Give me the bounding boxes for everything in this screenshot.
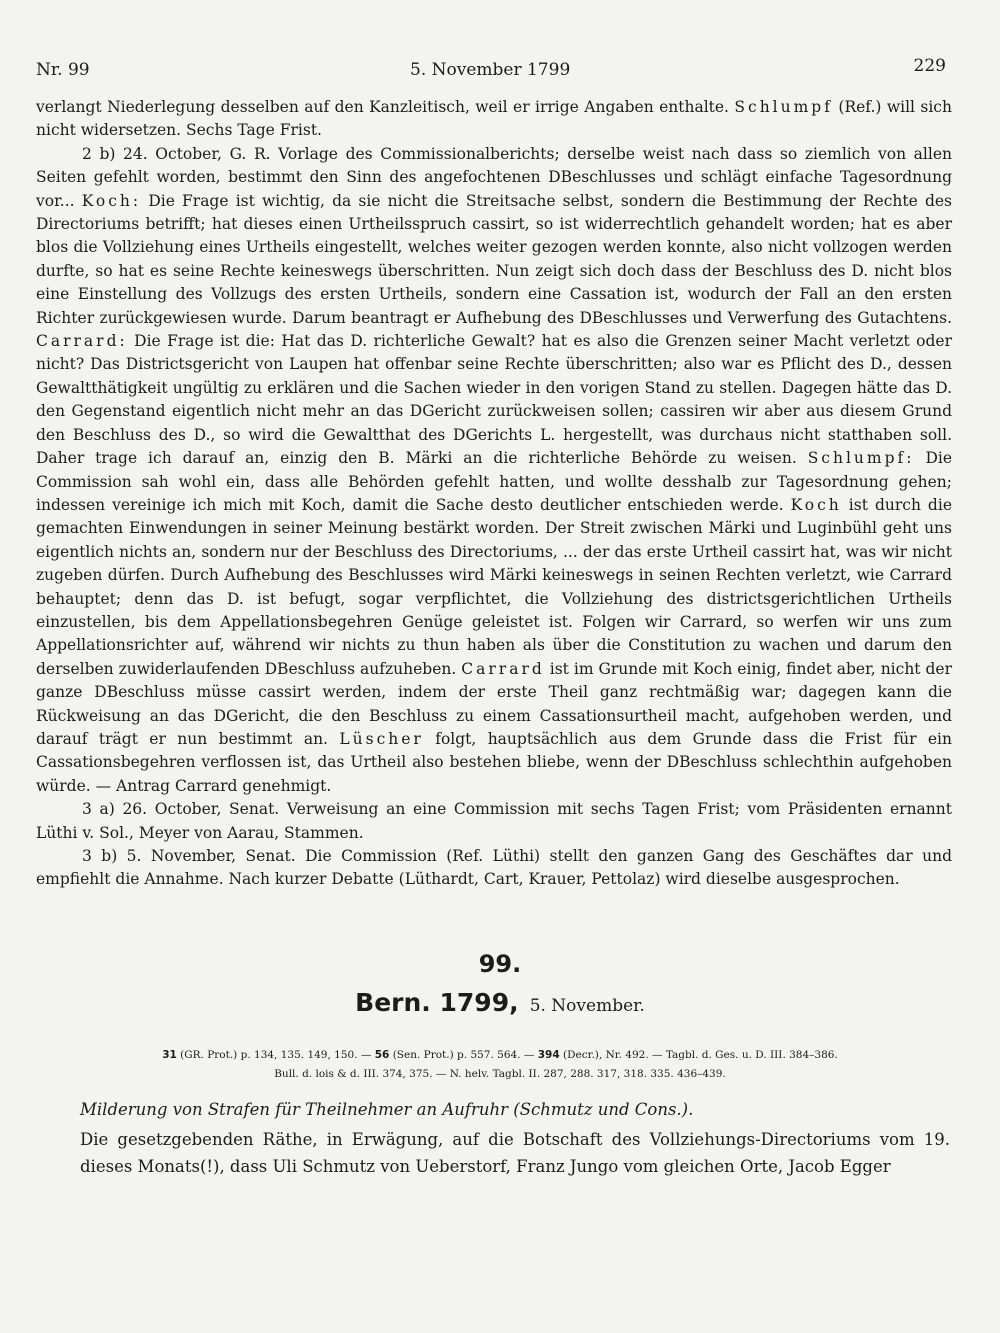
document-number-header: Nr. 99 [36,60,90,80]
speaker-name: Carrard: [36,332,128,351]
references-line-2: Bull. d. lois & d. III. 374, 375. — N. helv. Tagbl. II. 287, 288. 317, 318. 335. 436–439. [274,1068,726,1080]
paragraph-1: verlangt Niederlegung desselben auf den Kanzleitisch, weil er irrige Angaben enthalte. Schlumpf (Ref.) will sich nicht widersetzen. Sechs Tage Frist. [36,98,952,140]
place-year: Bern. 1799, [355,988,519,1017]
document-paragraph: Die gesetzgebenden Räthe, in Erwägung, auf die Botschaft des Vollziehungs-Directoriums vom 19. dieses Monats(!), dass Uli Schmutz von Ueberstorf, Franz Jungo vom gleichen Orte, Jacob Egger [80,1130,950,1176]
speaker-name: Koch [790,495,842,514]
document-date: 5. November. [529,996,645,1016]
speaker-name: Carrard [461,659,545,678]
paragraph-4: 3 b) 5. November, Senat. Die Commission (Ref. Lüthi) stellt den ganzen Gang des Geschäftes dar und empfiehlt die Annahme. Nach kurzer Debatte (Lüthardt, Cart, Krauer, Pettolaz) wird dieselbe ausgesprochen. [36,847,952,889]
speaker-name: Lüscher [339,729,424,748]
document-text [80,1126,950,1180]
references-line-1: 31 (GR. Prot.) p. 134, 135. 149, 150. — 56 (Sen. Prot.) p. 557. 564. — 394 (Decr.), Nr. 492. — Tagbl. d. Ges. u. D. III. 384–386. [162,1049,838,1061]
speaker-name: Schlumpf [734,98,833,116]
source-references [80,1046,920,1084]
debate-text [36,96,952,892]
document-subject: Milderung von Strafen für Theilnehmer an Aufruhr (Schmutz und Cons.). [80,1100,694,1119]
document-number: 99. [478,950,522,978]
speaker-name: Schlumpf: [807,449,915,468]
document-title [0,988,1000,1017]
paragraph-2: 2 b) 24. October, G. R. Vorlage des Commissionalberichts; derselbe weist nach dass so ziemlich von allen Seiten gefehlt worden, bestimmt den Sinn des angefochtenen DBeschlusses und schlägt einfache Tagesordnung vor... Koch: Die Frage ist wichtig, da sie nicht die Streitsache selbst, sondern die Bestimmung der Rechte des Directoriums betrifft; hat dieses einen Urtheilsspruch cassirt, so ist widerrechtlich gehandelt worden; hat es aber blos die Vollziehung eines Urtheils eingestellt, welches weiter gezogen werden konnte, also nicht vollzogen werden durfte, so hat es seine Rechte keineswegs überschritten. Nun zeigt sich doch dass der Beschluss des D. nicht blos eine Einstellung des Vollzugs des ersten Urtheils, sondern eine Cassation ist, wodurch der Fall an den ersten Richter zurückgewiesen wurde. Darum beantragt er Aufhebung des DBeschlusses und Verwerfung des Gutachtens. Carrard: Die Frage ist die: Hat das D. richterliche Gewalt? hat es also die Grenzen seiner Macht verletzt oder nicht? Das Districtsgericht von Laupen hat offenbar seine Rechte überschritten; also war es Pflicht des D., dessen Gewaltthätigkeit ungültig zu erklären und die Sachen wieder in den vorigen Stand zu stellen. Dagegen hätte das D. den Gegenstand eigentlich nicht mehr an das DGericht zurückweisen sollen; cassiren wir aber aus diesem Grund den Beschluss des D., so wird die Gewaltthat des DGerichts L. hergestellt, was durchaus nicht statthaben soll. Daher trage ich darauf an, einzig den B. Märki an die richterliche Behörde zu weisen. Schlumpf: Die Commission sah wohl ein, dass alle Behörden gefehlt hatten, und wollte desshalb zur Tagesordnung gehen; indessen vereinige ich mich mit Koch, damit die Sache desto deutlicher entschieden werde. Koch ist durch die gemachten Einwendungen in seiner Meinung bestärkt worden. Der Streit zwischen Märki und Luginbühl geht uns eigentlich nichts an, sondern nur der Beschluss des Directoriums, ... der das erste Urtheil cassirt hat, was wir nicht zugeben dürfen. Durch Aufhebung des Beschlusses wird Märki keineswegs in seinen Rechten verletzt, wie Carrard behauptet; denn das D. ist befugt, sogar verpflichtet, die Vollziehung des districtsgerichtlichen Urtheils einzustellen, bis dem Appellationsbegehren Genüge geleistet ist. Folgen wir Carrard, so werfen wir uns zum Appellationsrichter auf, während wir nichts zu thun haben als über die Constitution zu wachen und darum den derselben zuwiderlaufenden DBeschluss aufzuheben. Carrard ist im Grunde mit Koch einig, findet aber, nicht der ganze DBeschluss müsse cassirt werden, indem der erste Theil ganz rechtmäßig war; dagegen kann die Rückweisung an das DGericht, die den Beschluss zu einem Cassationsurtheil macht, aufgehoben werden, und darauf trägt er nun bestimmt an. Lüscher folgt, hauptsächlich aus dem Grunde dass die Frist für ein Cassationsbegehren verflossen ist, das Urtheil also bestehen bliebe, wenn der DBeschluss schlechthin aufgehoben würde. — Antrag Carrard genehmigt. [36,144,952,795]
page-number: 229 [913,56,946,76]
paragraph-3: 3 a) 26. October, Senat. Verweisung an eine Commission mit sechs Tagen Frist; vom Präsidenten ernannt Lüthi v. Sol., Meyer von Aarau, Stammen. [36,800,952,842]
page-header [36,56,946,86]
date-header: 5. November 1799 [410,60,571,80]
speaker-name: Koch: [81,191,142,210]
